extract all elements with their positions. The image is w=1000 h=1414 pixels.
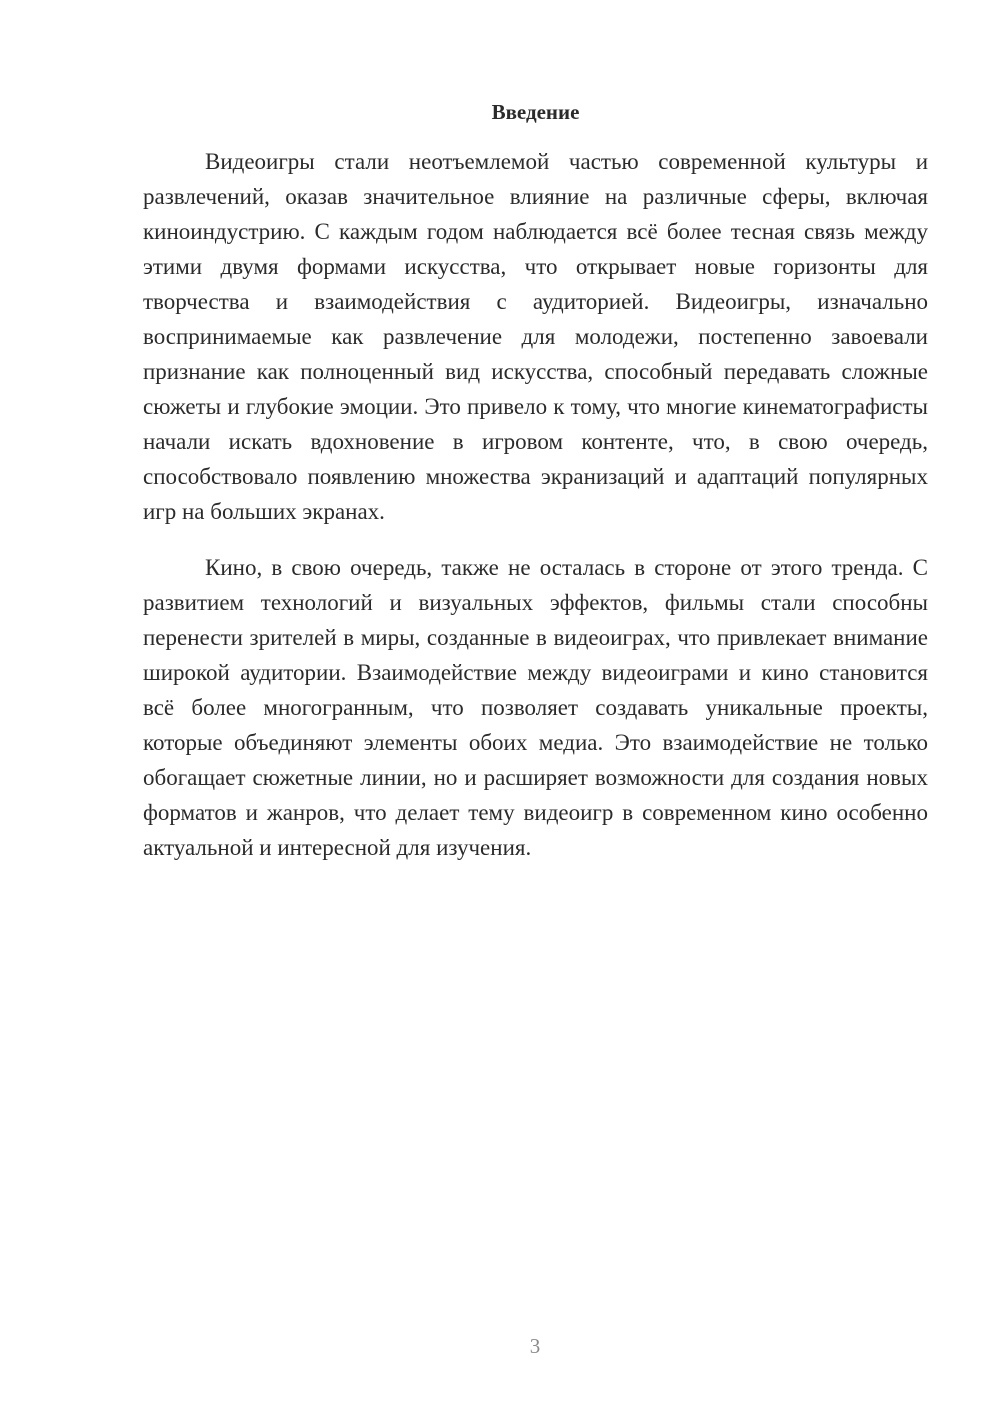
body-paragraph-2: Кино, в свою очередь, также не осталась в стороне от этого тренда. С развитием технологий и визуальных эффектов, фильмы стали способны перенести зрителей в миры, созданные в видеоиграх, что привлекает внимание широкой аудитории. Взаимодействие между видеоиграми и кино становится всё более многогранным, что позволяет создавать уникальные проекты, которые объединяют элементы обоих медиа. Это взаимодействие не только обогащает сюжетные линии, но и расширяет возможности для создания новых форматов и жанров, что делает тему видеоигр в современном кино особенно актуальной и интересной для изучения. bbox=[143, 555, 928, 860]
body-paragraph-1: Видеоигры стали неотъемлемой частью современной культуры и развлечений, оказав значительное влияние на различные сферы, включая киноиндустрию. С каждым годом наблюдается всё более тесная связь между этими двумя формами искусства, что открывает новые горизонты для творчества и взаимодействия с аудиторией. Видеоигры, изначально воспринимаемые как развлечение для молодежи, постепенно завоевали признание как полноценный вид искусства, способный передавать сложные сюжеты и глубокие эмоции. Это привело к тому, что многие кинематографисты начали искать вдохновение в игровом контенте, что, в свою очередь, способствовало появлению множества экранизаций и адаптаций популярных игр на больших экранах. bbox=[143, 149, 928, 524]
section-heading: Введение bbox=[491, 100, 580, 124]
document-body bbox=[143, 144, 928, 865]
page-number: 3 bbox=[529, 1334, 541, 1358]
